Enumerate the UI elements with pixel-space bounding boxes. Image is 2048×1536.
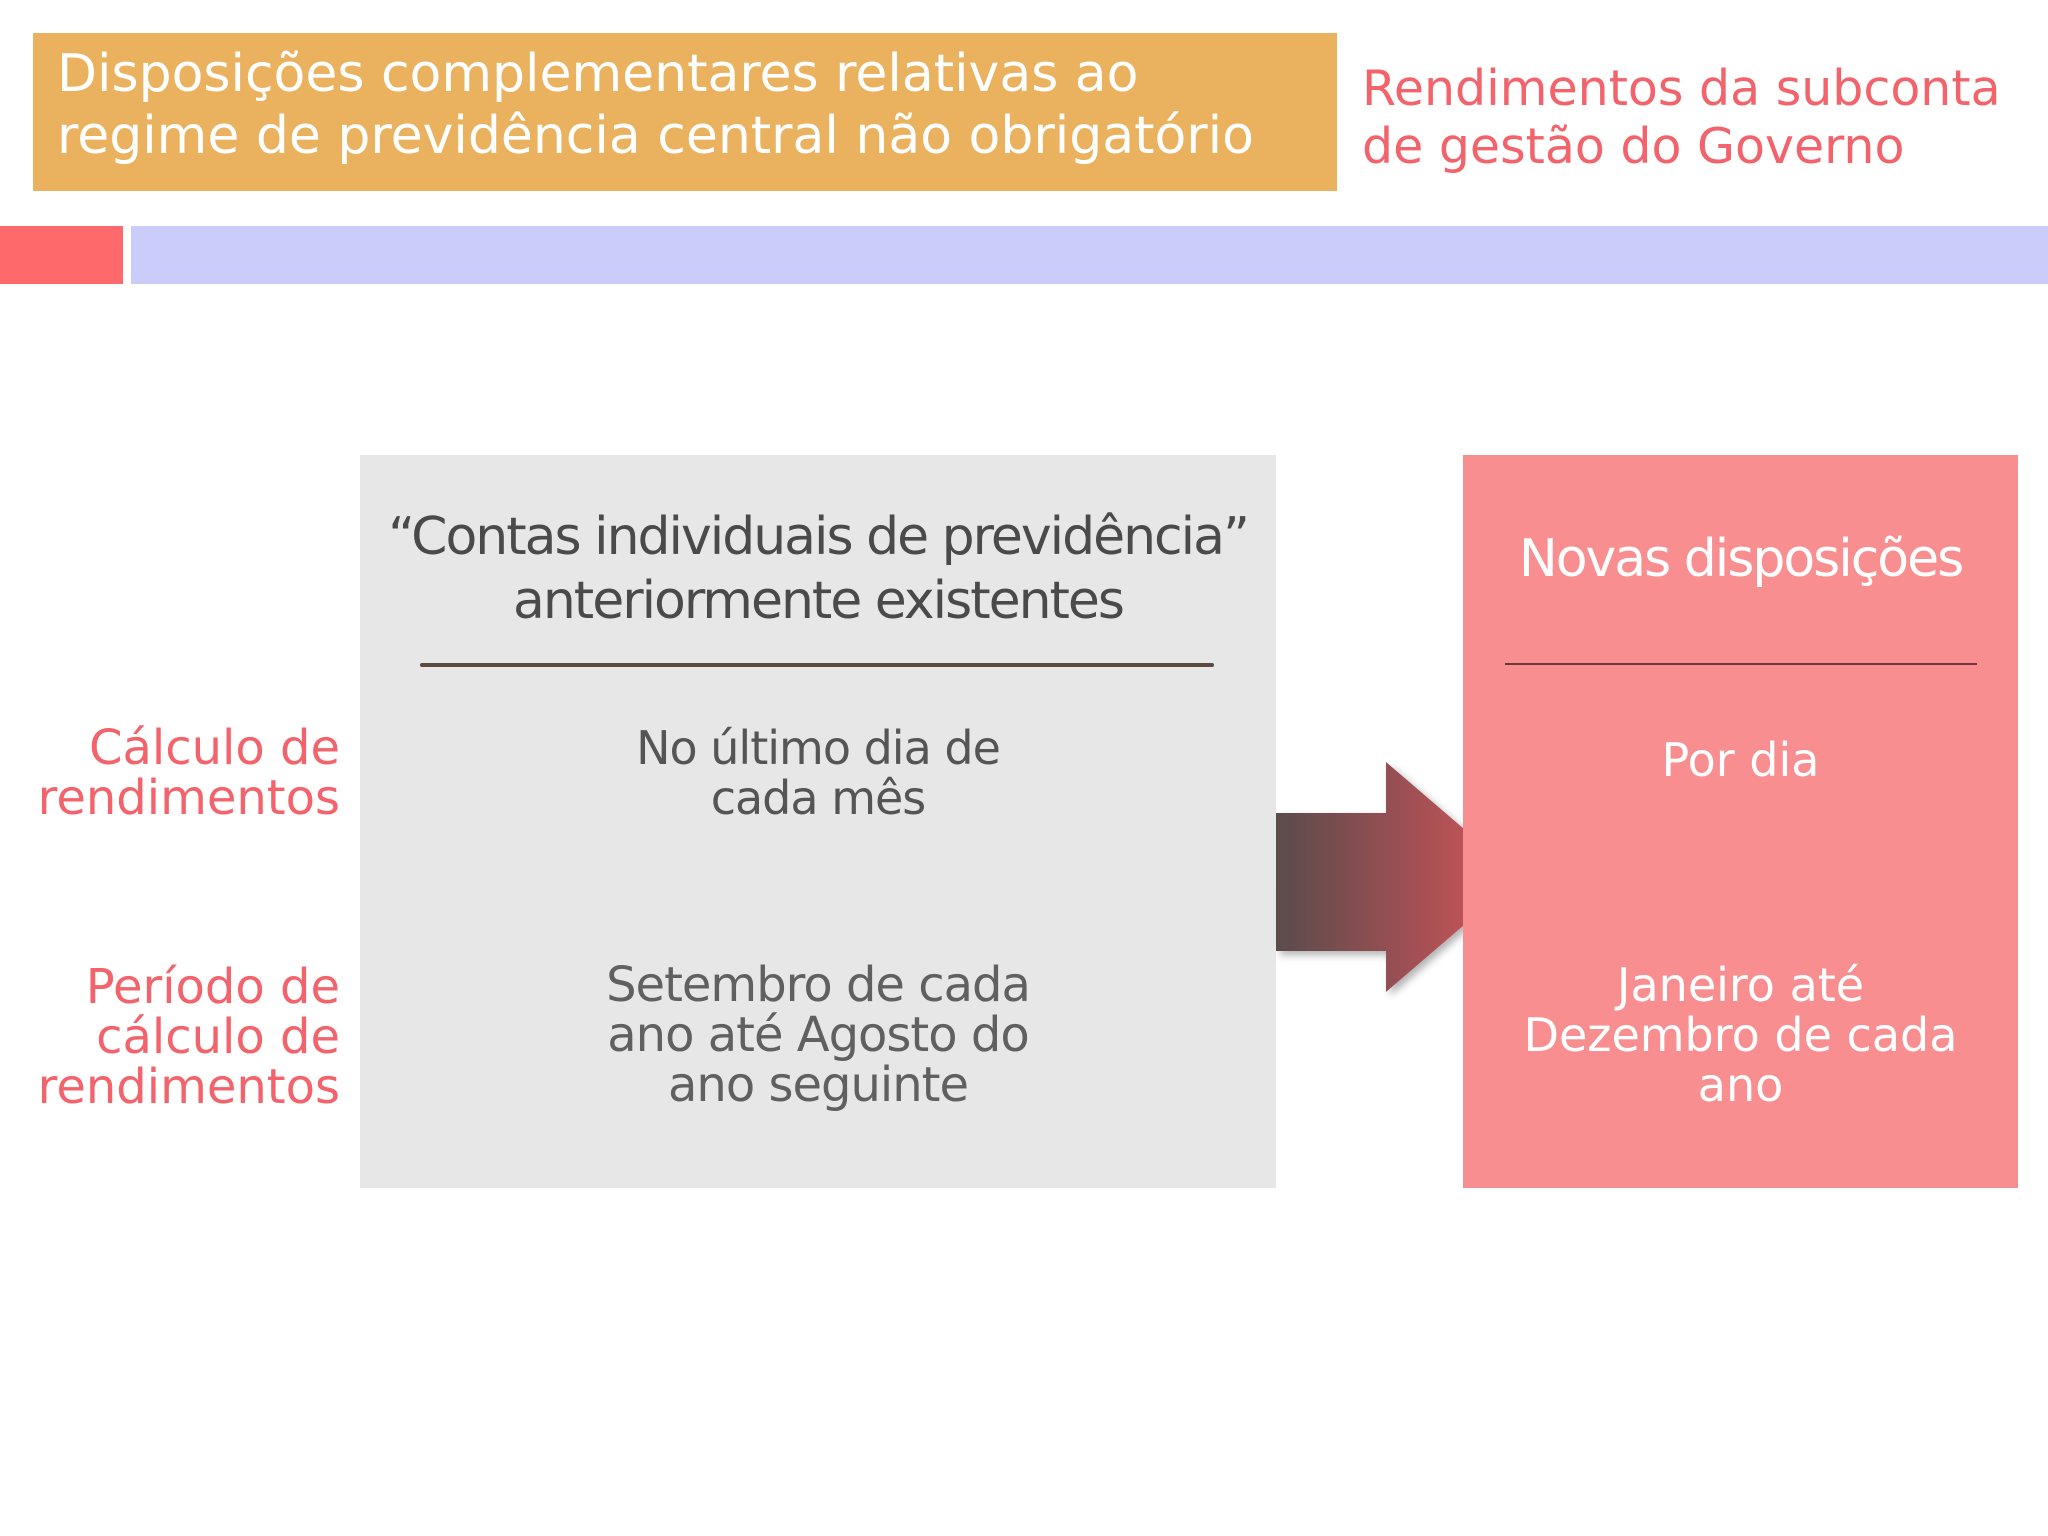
- old-panel-divider: [420, 663, 1214, 667]
- subtitle-line-1: Rendimentos da subconta: [1362, 60, 2001, 117]
- old-period-value: [360, 957, 1276, 1113]
- row-label-calculo: [37, 720, 340, 826]
- new-period-value: [1463, 960, 2018, 1110]
- new-panel-heading: Novas disposições: [1518, 529, 1963, 589]
- old-panel-heading: [360, 505, 1276, 633]
- row-label-calculo-line-2: rendimentos: [37, 770, 340, 826]
- title-banner: [33, 33, 1337, 191]
- title-line-2: regime de previdência central não obrigatório: [57, 106, 1254, 166]
- accent-bar-lavender: [131, 226, 2048, 284]
- new-panel-divider: [1505, 663, 1977, 665]
- old-provisions-panel: [360, 455, 1276, 1188]
- row-label-periodo-line-3: rendimentos: [37, 1059, 340, 1115]
- old-period-line-3: ano seguinte: [668, 1057, 968, 1113]
- old-calc-line-2: cada mês: [710, 771, 926, 825]
- subtitle: [1362, 60, 2001, 176]
- subtitle-line-2: de gestão do Governo: [1362, 118, 1905, 175]
- new-period-line-3: ano: [1697, 1058, 1784, 1112]
- old-panel-heading-line-1: “Contas individuais de previdência”: [388, 507, 1248, 567]
- row-label-calculo-line-1: Cálculo de: [88, 720, 340, 776]
- accent-bar-red: [0, 226, 123, 284]
- old-calc-line-1: No último dia de: [636, 721, 1000, 775]
- row-label-periodo-line-2: cálculo de: [96, 1009, 340, 1065]
- old-calc-value: [360, 723, 1276, 823]
- new-period-line-1: Janeiro até: [1616, 958, 1865, 1012]
- title-line-1: Disposições complementares relativas ao: [57, 44, 1139, 104]
- old-period-line-2: ano até Agosto do: [607, 1007, 1029, 1063]
- new-calc-value: Por dia: [1661, 733, 1820, 787]
- new-provisions-panel: [1463, 455, 2018, 1188]
- new-period-line-2: Dezembro de cada: [1523, 1008, 1958, 1062]
- row-label-periodo-line-1: Período de: [85, 959, 340, 1015]
- old-period-line-1: Setembro de cada: [606, 957, 1030, 1013]
- old-panel-heading-line-2: anteriormente existentes: [512, 571, 1124, 631]
- row-label-periodo: [37, 959, 340, 1115]
